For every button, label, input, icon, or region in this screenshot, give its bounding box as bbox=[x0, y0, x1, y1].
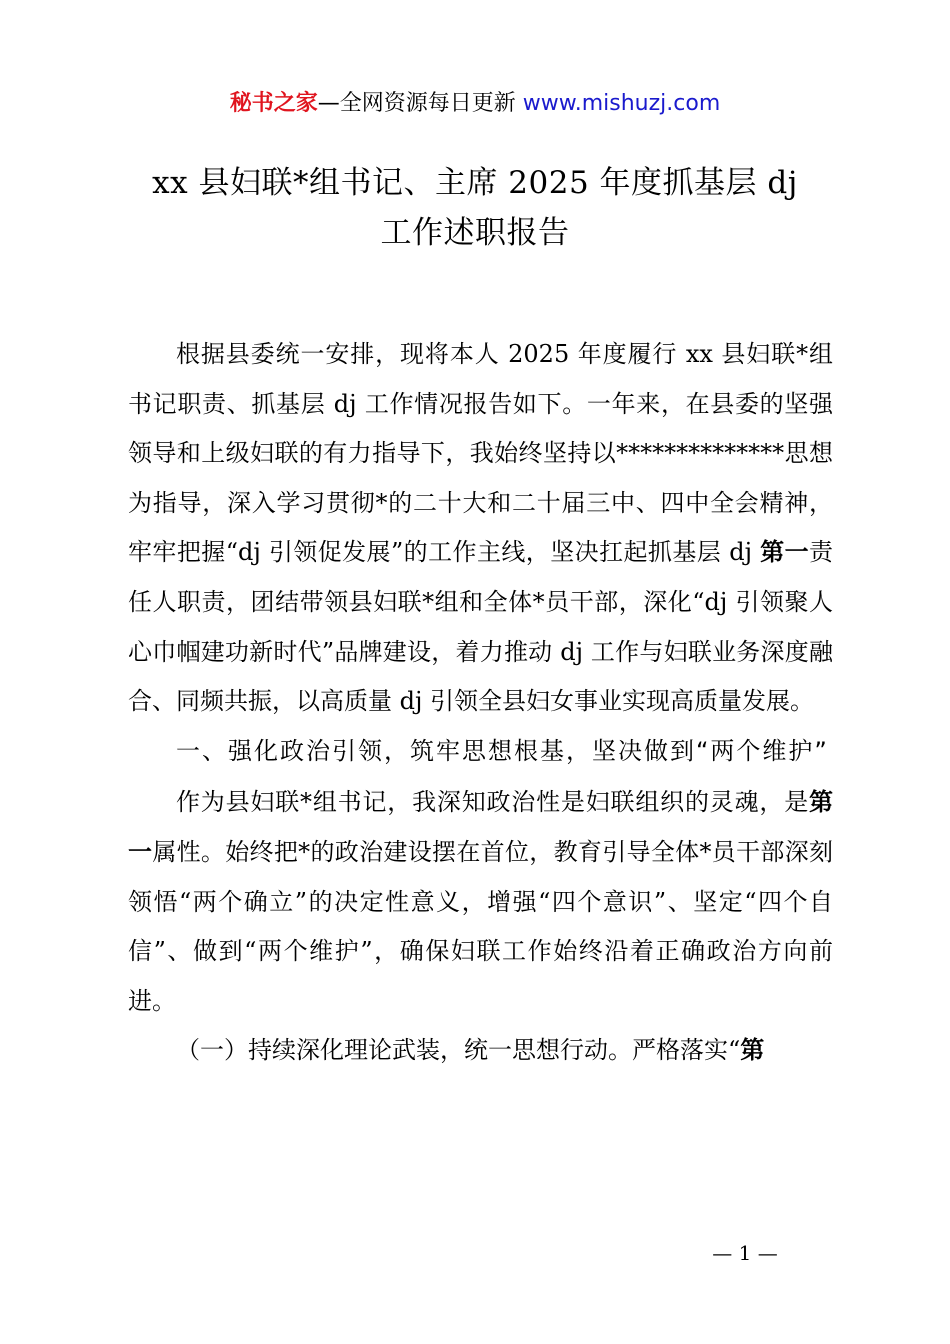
site-header-banner bbox=[0, 86, 950, 122]
site-brand-name: 秘书之家 bbox=[229, 91, 318, 116]
document-body bbox=[128, 330, 833, 1076]
site-tagline: 全网资源每日更新 bbox=[339, 91, 523, 116]
section-1-bold-text: 第一 bbox=[128, 788, 833, 866]
subsection-1-text: （一）持续深化理论武装，统一思想行动。严格落实“ bbox=[176, 1036, 741, 1065]
header-dash: — bbox=[317, 91, 340, 116]
document-title bbox=[80, 158, 870, 258]
section-1-paragraph bbox=[128, 778, 833, 1026]
section-1-text-part-2: 属性。始终把*的政治建设摆在首位，教育引导全体*员干部深刻领悟“两个确立”的决定性意义，增强“四个意识”、坚定“四个自信”、做到“两个维护”，确保妇联工作始终沿着正确政治方向前进。 bbox=[128, 837, 834, 1015]
subsection-1-paragraph bbox=[128, 1026, 833, 1076]
title-line-1: xx 县妇联*组书记、主席 2025 年度抓基层 dj bbox=[152, 165, 798, 201]
intro-text-part-2: 责任人职责，团结带领县妇联*组和全体*员干部，深化“dj 引领聚人心巾帼建功新时代”品牌建设，着力推动 dj 工作与妇联业务深度融合、同频共振，以高质量 dj 引领全县妇女事业实现高质量发展。 bbox=[128, 538, 833, 716]
section-1-text-part-1: 作为县妇联*组书记，我深知政治性是妇联组织的灵魂，是 bbox=[176, 788, 809, 817]
subsection-1-bold-text: 第 bbox=[740, 1036, 765, 1065]
page-number: — 1 — bbox=[712, 1241, 778, 1265]
intro-paragraph bbox=[128, 330, 833, 727]
title-line-2: 工作述职报告 bbox=[380, 215, 570, 251]
intro-bold-text: 第一 bbox=[760, 538, 809, 567]
intro-text-part-1: 根据县委统一安排，现将本人 2025 年度履行 xx 县妇联*组书记职责、抓基层 dj 工作情况报告如下。一年来，在县委的坚强领导和上级妇联的有力指导下，我始终坚持以**************思想为指导，深入学习贯彻*的二十大和二十届三中、四中全会精神，牢牢把握“dj 引领促发展”的工作主线，坚决扛起抓基层 dj bbox=[128, 340, 833, 567]
section-1-heading: 一、强化政治引领，筑牢思想根基，坚决做到“两个维护” bbox=[176, 736, 829, 765]
site-url-link[interactable]: www.mishuzj.com bbox=[522, 91, 721, 116]
